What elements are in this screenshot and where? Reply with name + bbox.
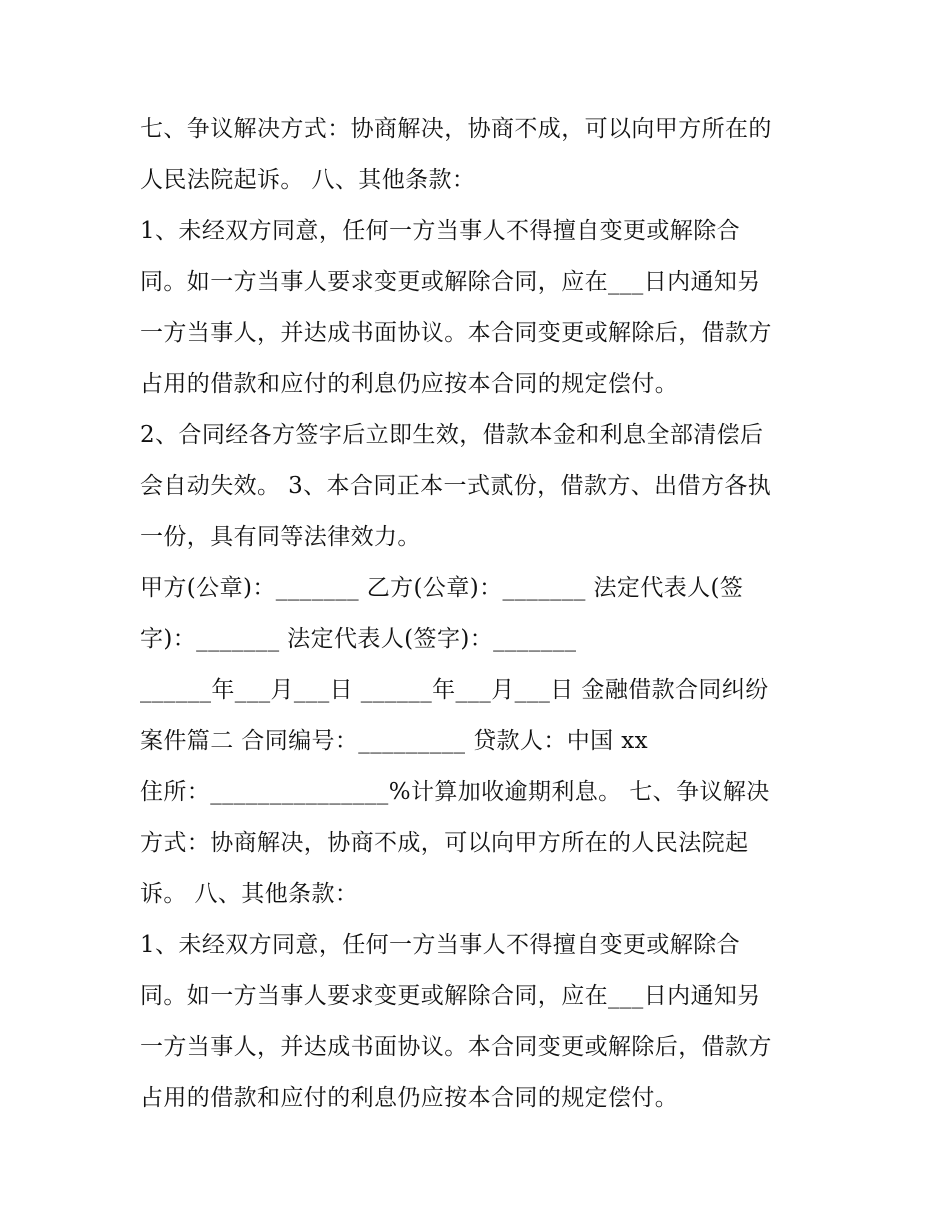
text-line: 案件篇二 合同编号：_________ 贷款人：中国 xx: [140, 728, 648, 754]
text-line: 2、合同经各方签字后立即生效，借款本金和利息全部清偿后: [140, 422, 764, 448]
text-line: 住所：_______________%计算加收逾期利息。 七、争议解决: [140, 779, 770, 805]
text-line: 占用的借款和应付的利息仍应按本合同的规定偿付。: [140, 1085, 679, 1111]
text-line: 会自动失效。 3、本合同正本一式贰份，借款方、出借方各执: [140, 473, 772, 499]
text-line: 七、争议解决方式：协商解决，协商不成，可以向甲方所在的: [140, 116, 772, 142]
text-line: 人民法院起诉。 八、其他条款：: [140, 167, 476, 193]
text-line: 占用的借款和应付的利息仍应按本合同的规定偿付。: [140, 371, 679, 397]
text-line: 同。如一方当事人要求变更或解除合同，应在___日内通知另: [140, 269, 761, 295]
text-line: 诉。 八、其他条款：: [140, 881, 359, 907]
text-line: 甲方(公章)：_______ 乙方(公章)：_______ 法定代表人(签: [140, 575, 744, 601]
text-line: 1、未经双方同意，任何一方当事人不得擅自变更或解除合: [140, 218, 741, 244]
text-line: ______年___月___日 ______年___月___日 金融借款合同纠纷: [140, 677, 769, 703]
text-line: 方式：协商解决，协商不成，可以向甲方所在的人民法院起: [140, 830, 749, 856]
text-line: 一方当事人，并达成书面协议。本合同变更或解除后，借款方: [140, 320, 772, 346]
text-line: 同。如一方当事人要求变更或解除合同，应在___日内通知另: [140, 983, 761, 1009]
text-line: 1、未经双方同意，任何一方当事人不得擅自变更或解除合: [140, 932, 741, 958]
text-line: 一份，具有同等法律效力。: [140, 524, 421, 550]
document-body: [140, 104, 830, 1124]
text-line: 一方当事人，并达成书面协议。本合同变更或解除后，借款方: [140, 1034, 772, 1060]
text-line: 字)：_______ 法定代表人(签字)：_______: [140, 626, 577, 652]
